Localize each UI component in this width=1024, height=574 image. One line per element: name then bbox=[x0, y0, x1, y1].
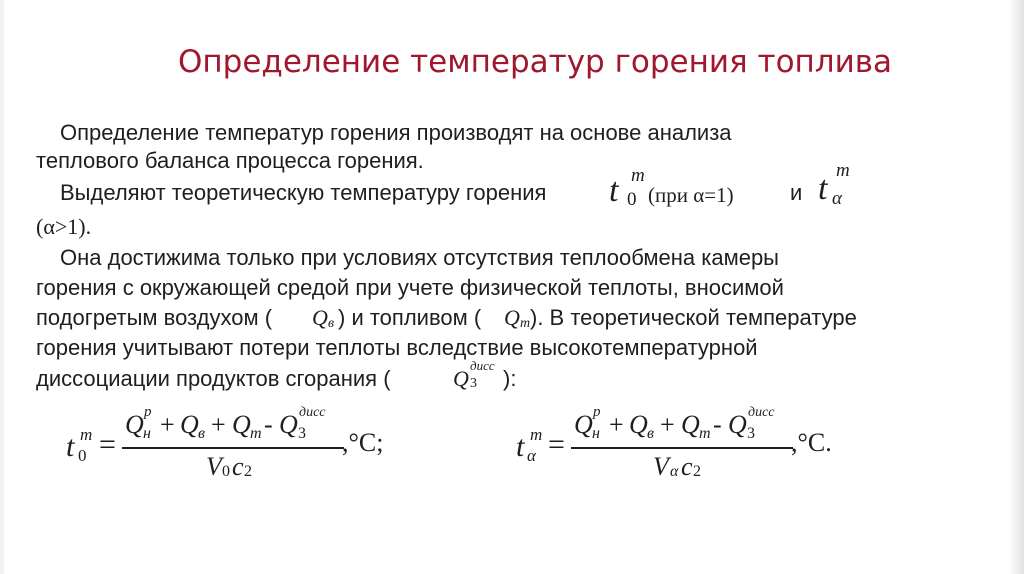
symbol-t-alpha-m-sub: α bbox=[832, 188, 842, 209]
formula-2-num-q-n-sup: р bbox=[593, 404, 601, 420]
symbol-q3-diss-main: Q bbox=[453, 366, 469, 391]
slide-left-edge bbox=[0, 0, 4, 574]
formula-1-equals: = bbox=[99, 428, 116, 461]
symbol-t-alpha-m-sup: m bbox=[836, 160, 850, 181]
formula-1-num-q3-sup: дисс bbox=[299, 405, 326, 420]
formula-1-den-v-sub: 0 bbox=[222, 463, 230, 480]
formula-1-num-q-n: Q bbox=[125, 410, 144, 439]
conjunction-and: и bbox=[790, 180, 803, 205]
formula-2-num-q-t-sub: т bbox=[699, 425, 711, 442]
formula-2-num-op-2: + bbox=[660, 410, 675, 439]
formula-2-num-q-n-sub: н bbox=[592, 425, 600, 442]
formula-2-num-op-3: - bbox=[713, 410, 722, 439]
symbol-t0m-sub: 0 bbox=[627, 189, 637, 210]
symbol-t0m-sup: m bbox=[631, 165, 645, 186]
formula-1-num-op-2: + bbox=[211, 410, 226, 439]
formula-2-num-op-1: + bbox=[609, 410, 624, 439]
symbol-q3-diss-sub: 3 bbox=[470, 376, 477, 391]
symbol-q-air-main: Q bbox=[312, 305, 328, 330]
formula-1-num-q-n-sub: н bbox=[143, 425, 151, 442]
formula-1-num-q-v: Q bbox=[180, 410, 199, 439]
formula-2-den-v-sub: α bbox=[670, 463, 679, 480]
formula-1-den-c: c bbox=[232, 452, 244, 481]
paragraph-3-line-1: Она достижима только при условиях отсутствия теплообмена камеры bbox=[60, 245, 779, 270]
symbol-t0m-main: t bbox=[609, 172, 619, 209]
symbol-q-fuel-sub: т bbox=[520, 316, 531, 331]
formula-1-unit: ,°C; bbox=[342, 428, 384, 457]
paragraph-3-line-3-part-a: подогретым воздухом ( bbox=[36, 305, 273, 330]
slide-right-shadow bbox=[1008, 0, 1024, 574]
formula-1-lhs-main: t bbox=[66, 430, 75, 463]
formula-1-lhs-sup: m bbox=[80, 425, 93, 444]
paragraph-2-line-1: Выделяют теоретическую температуру горения bbox=[60, 180, 547, 205]
formula-1-lhs-sub: 0 bbox=[78, 446, 87, 465]
formula-2-equals: = bbox=[548, 428, 565, 461]
paragraph-3-line-5-part-b: ): bbox=[503, 366, 517, 391]
paragraph-3-line-4: горения учитывают потери теплоты вследствие высокотемпературной bbox=[36, 335, 758, 360]
paragraph-1-line-1: Определение температур горения производят на основе анализа bbox=[60, 120, 732, 145]
formula-2-unit: ,°C. bbox=[791, 428, 832, 457]
paragraph-1-line-2: теплового баланса процесса горения. bbox=[36, 148, 424, 173]
formula-2-lhs-sup: m bbox=[530, 425, 543, 444]
symbol-t-alpha-m-main: t bbox=[818, 170, 828, 207]
formula-1-fraction-line bbox=[122, 447, 344, 449]
symbol-q-fuel-main: Q bbox=[504, 305, 520, 330]
slide-title: Определение температур горения топлива bbox=[177, 44, 893, 80]
paragraph-3-line-3-part-b: ) и топливом ( bbox=[338, 305, 482, 330]
formula-1-den-c-sub: 2 bbox=[244, 463, 252, 480]
symbol-q3-diss-sup: дисс bbox=[470, 358, 495, 373]
formula-1-num-q-t: Q bbox=[232, 410, 251, 439]
formula-2-num-q-n: Q bbox=[574, 410, 593, 439]
formula-1-num-q-n-sup: р bbox=[144, 404, 152, 420]
paragraph-3-line-5-part-a: диссоциации продуктов сгорания ( bbox=[36, 366, 391, 391]
formula-2-fraction-line bbox=[571, 447, 793, 449]
paragraph-3-line-2: горения с окружающей средой при учете физической теплоты, вносимой bbox=[36, 275, 784, 300]
condition-alpha-eq-1: (при α=1) bbox=[648, 183, 734, 207]
formula-2-den-c-sub: 2 bbox=[693, 463, 701, 480]
formula-2-den-v: V bbox=[653, 452, 669, 481]
formula-1-num-q-t-sub: т bbox=[250, 425, 262, 442]
formula-2-num-q3: Q bbox=[728, 410, 747, 439]
formula-2-den-c: c bbox=[681, 452, 693, 481]
formula-1-num-q3: Q bbox=[279, 410, 298, 439]
formula-1-num-op-3: - bbox=[264, 410, 273, 439]
formula-1-num-q-v-sub: в bbox=[198, 425, 205, 442]
formula-2-num-q-v-sub: в bbox=[647, 425, 654, 442]
formula-2-num-q3-sub: 3 bbox=[747, 425, 755, 442]
formula-1-num-op-1: + bbox=[160, 410, 175, 439]
paragraph-3-line-3-part-c: ). В теоретической температуре bbox=[530, 305, 857, 330]
formula-1-den-v: V bbox=[206, 452, 222, 481]
formula-2-lhs-sub: α bbox=[527, 446, 536, 465]
formula-1-num-q3-sub: 3 bbox=[298, 425, 306, 442]
formula-2-num-q-t: Q bbox=[681, 410, 700, 439]
formula-2-num-q3-sup: дисс bbox=[748, 405, 775, 420]
formula-2-lhs-main: t bbox=[516, 430, 525, 463]
condition-alpha-gt-1: (α>1). bbox=[36, 214, 92, 239]
symbol-q-air-sub: в bbox=[328, 316, 335, 331]
formula-2-num-q-v: Q bbox=[629, 410, 648, 439]
